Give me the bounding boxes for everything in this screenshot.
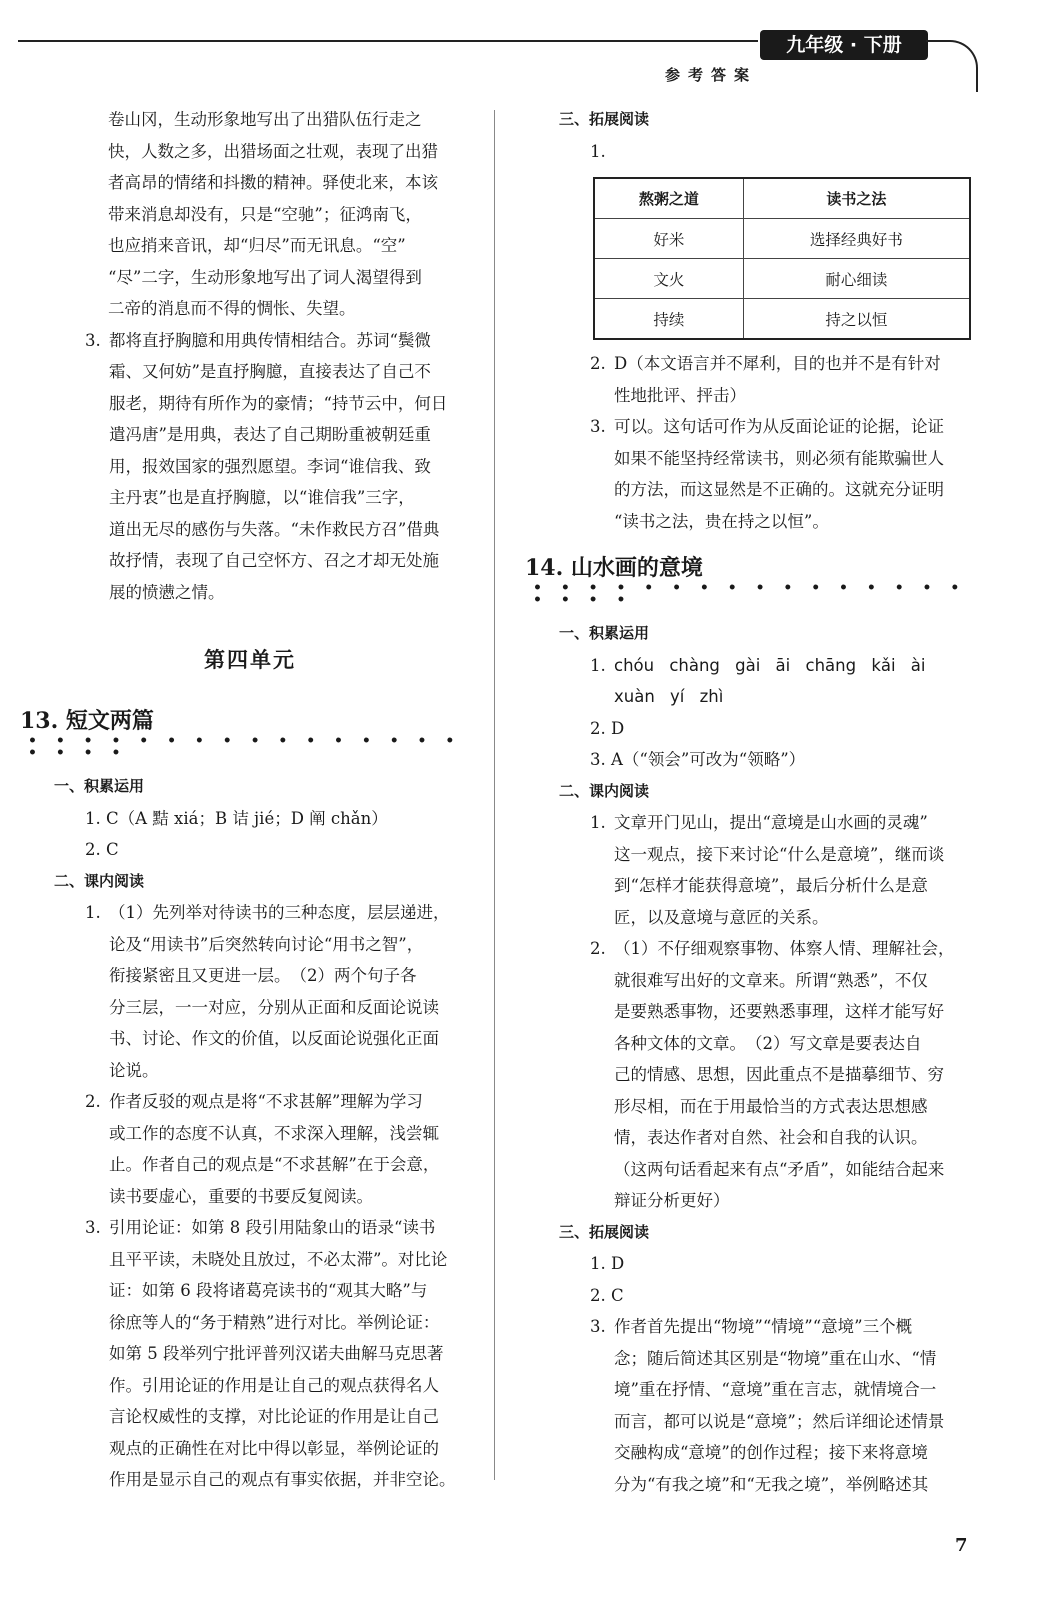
text-line: 遣冯唐”是用典，表达了自己期盼重被朝廷重 — [109, 425, 431, 444]
item-number: 1. — [85, 903, 101, 922]
text-line: 这一观点，接下来讨论“什么是意境”，继而谈 — [614, 844, 945, 864]
answer-line: 3. A（“领会”可改为“领略”） — [590, 750, 806, 769]
text-line: D（本文语言并不犀利，目的也并不是有针对 — [614, 354, 941, 373]
text-line: 读书要虚心，重要的书要反复阅读。 — [109, 1186, 373, 1206]
text-line: 文章开门见山，提出“意境是山水画的灵魂” — [614, 813, 928, 832]
answer-item — [525, 650, 975, 713]
item-number: 3. — [590, 417, 606, 436]
text-line: 言论权威性的支撑，对比论证的作用是让自己 — [109, 1407, 439, 1426]
answer-item — [525, 933, 975, 1217]
item-number: 1. — [590, 655, 606, 675]
text-line: 的方法，而这显然是不正确的。这就充分证明 — [614, 480, 944, 499]
text-line: 辩证分析更好） — [614, 1191, 730, 1210]
answer-item — [20, 1212, 478, 1496]
section-heading: 一、积累运用 — [54, 777, 145, 795]
answer-line: 2. C — [590, 1285, 624, 1305]
pinyin-line: xuàn yí zhì — [614, 687, 724, 706]
dotted-rule: • • • • • • • • • • • • • • • • • • • • — [533, 580, 967, 608]
text-line: 作用是显示自己的观点有事实依据，并非空论。 — [109, 1470, 456, 1489]
text-line: 可以。这句话可作为从反面论证的论据，论证 — [614, 417, 944, 436]
text-line: 情，表达作者对自然、社会和自我的认识。 — [614, 1128, 928, 1147]
text-line: 到“怎样才能获得意境”，最后分析什么是意 — [614, 876, 928, 895]
item-number: 3. — [590, 1317, 606, 1336]
right-column — [525, 104, 975, 1500]
text-line: （这两句话看起来有点“矛盾”，如能结合起来 — [614, 1159, 945, 1179]
answer-item — [525, 1311, 975, 1500]
table-cell: 选择经典好书 — [743, 219, 970, 259]
table-cell: 耐心细读 — [743, 259, 970, 299]
text-line: 服老，期待有所作为的豪情；“持节云中，何日 — [109, 393, 448, 413]
column-divider — [494, 110, 495, 1480]
answer-item — [20, 1086, 478, 1212]
comparison-table — [593, 177, 971, 340]
section-label: 参考答案 — [665, 66, 758, 84]
text-line: 用，报效国家的强烈愿望。李词“谁信我、致 — [109, 456, 431, 476]
text-line: 止。作者自己的观点是“不求甚解”在于会意， — [109, 1155, 440, 1174]
answer-line: 1. C（A 黠 xiá；B 诘 jié；D 阐 chǎn） — [85, 808, 388, 828]
text-line: 是要熟悉事物，还要熟悉事理，这样才能写好 — [614, 1002, 944, 1021]
table-header: 读书之法 — [743, 178, 970, 219]
answer-item — [20, 897, 478, 1086]
text-line: 论说。 — [109, 1060, 159, 1080]
text-line: 就很难写出好的文章来。所谓“熟悉”，不仅 — [614, 970, 928, 990]
header-rule — [18, 40, 758, 42]
text-line: 徐庶等人的“务于精熟”进行对比。举例论证： — [109, 1312, 440, 1332]
text-line: 论及“用读书”后突然转向讨论“用书之智”， — [109, 934, 424, 954]
answer-item — [525, 807, 975, 933]
text-line: 展的愤懑之情。 — [109, 582, 225, 602]
text-line: 性地批评、抨击） — [614, 385, 746, 405]
text-line: 证：如第 6 段将诸葛亮读书的“观其大略”与 — [109, 1281, 428, 1300]
text-line: 如果不能坚持经常读书，则必须有能欺骗世人 — [614, 448, 944, 468]
text-line: 境”重在抒情、“意境”重在言志，就情境合一 — [614, 1380, 937, 1399]
table-cell: 好米 — [594, 219, 743, 259]
text-line: 快，人数之多，出猎场面之壮观，表现了出猎 — [108, 141, 438, 161]
text-line: 作者首先提出“物境”“情境”“意境”三个概 — [614, 1317, 913, 1336]
table-row — [594, 259, 970, 299]
text-line: “读书之法，贵在持之以恒”。 — [614, 511, 829, 531]
table-header: 熬粥之道 — [594, 178, 743, 219]
text-line: 故抒情，表现了自己空怀方、召之才却无处施 — [109, 551, 439, 570]
page-number: 7 — [955, 1535, 968, 1556]
section-heading: 三、拓展阅读 — [559, 110, 650, 128]
text-line: 道出无尽的感伤与失落。“未作救民方召”借典 — [109, 519, 440, 539]
text-line: 者高昂的情绪和抖擞的精神。驿使北来，本该 — [108, 173, 438, 192]
section-heading: 二、课内阅读 — [54, 871, 145, 890]
text-line: 匠，以及意境与意匠的关系。 — [614, 907, 829, 927]
text-line: 各种文体的文章。 （2）写文章是要表达自 — [614, 1033, 922, 1053]
item-number: 2. — [590, 354, 606, 373]
text-line: 如第 5 段举列宁批评普列汉诺夫曲解马克思著 — [109, 1344, 444, 1363]
text-line: 衔接紧密且又更进一层。 （2）两个句子各 — [109, 966, 417, 985]
text-line: 书、讨论、作文的价值，以反面论说强化正面 — [109, 1029, 439, 1048]
item-number: 1. — [590, 813, 606, 832]
text-line: 带来消息却没有，只是“空驰”；征鸿南飞， — [108, 204, 422, 224]
answer-line: 2. C — [85, 840, 119, 859]
text-line: 念；随后简述其区别是“物境”重在山水、“情 — [614, 1348, 937, 1368]
answer-item — [525, 348, 975, 411]
text-line: 二帝的消息而不得的惆怅、失望。 — [108, 299, 356, 318]
answer-item — [525, 411, 975, 537]
unit-title: 第四单元 — [204, 648, 296, 672]
item-number: 3. — [85, 330, 101, 350]
left-column — [20, 104, 478, 1496]
text-line: 观点的正确性在对比中得以彰显，举例论证的 — [109, 1438, 439, 1458]
text-line: 主丹衷”也是直抒胸臆，以“谁信我”三字， — [109, 488, 415, 507]
table-cell: 持续 — [594, 299, 743, 340]
text-line: 都将直抒胸臆和用典传情相结合。苏词“鬓微 — [109, 330, 431, 350]
text-line: 己的情感、思想，因此重点不是描摹细节、穷 — [614, 1065, 944, 1084]
answer-item — [20, 325, 478, 609]
section-heading: 二、课内阅读 — [559, 781, 650, 800]
item-number: 2. — [85, 1092, 101, 1111]
item-number: 3. — [85, 1218, 101, 1237]
text-line: 卷山冈，生动形象地写出了出猎队伍行走之 — [108, 110, 422, 129]
text-line: 而言，都可以说是“意境”；然后详细论述情景 — [614, 1411, 945, 1431]
text-line: 也应捎来音讯，却“归尽”而无讯息。“空” — [108, 236, 406, 255]
table-cell: 持之以恒 — [743, 299, 970, 340]
text-line: 形尽相，而在于用最恰当的方式表达思想感 — [614, 1096, 928, 1116]
text-line: 或工作的态度不认真，不求深入理解，浅尝辄 — [109, 1123, 439, 1143]
item-number: 2. — [590, 939, 606, 958]
table-cell: 文火 — [594, 259, 743, 299]
pinyin-line: chóu chàng gài āi chāng kǎi ài — [614, 655, 926, 675]
text-line: 且平平读，未晓处且放过，不必太滞”。对比论 — [109, 1249, 448, 1269]
text-line: 霜、又何妨”是直抒胸臆，直接表达了自己不 — [109, 362, 431, 381]
text-line: 作者反驳的观点是将“不求甚解”理解为学习 — [109, 1092, 423, 1111]
item-number: 1. — [590, 141, 606, 161]
continued-answer — [20, 104, 478, 325]
text-line: 分三层，一一对应，分别从正面和反面论说读 — [109, 997, 439, 1017]
grade-tab: 九年级 · 下册 — [760, 30, 928, 60]
text-line: 作。引用论证的作用是让自己的观点获得名人 — [109, 1375, 439, 1395]
text-line: 引用论证：如第 8 段引用陆象山的语录“读书 — [109, 1218, 436, 1237]
section-heading: 一、积累运用 — [559, 624, 650, 642]
text-line: “尽”二字，生动形象地写出了词人渴望得到 — [108, 267, 422, 287]
table-row — [594, 219, 970, 259]
text-line: （1）不仔细观察事物、体察人情、理解社会， — [614, 939, 955, 958]
lesson-title: 14. 山水画的意境 — [525, 555, 703, 581]
lesson-title: 13. 短文两篇 — [20, 708, 154, 734]
text-line: 分为“有我之境”和“无我之境”，举例略述其 — [614, 1474, 929, 1494]
answer-line: 1. D — [590, 1254, 625, 1273]
dotted-rule: • • • • • • • • • • • • • • • • • • • • — [28, 733, 462, 761]
header-corner-decoration — [926, 40, 978, 92]
text-line: （1）先列举对待读书的三种态度，层层递进， — [109, 903, 450, 922]
answer-line: 2. D — [590, 718, 625, 738]
text-line: 交融构成“意境”的创作过程；接下来将意境 — [614, 1443, 928, 1462]
section-heading: 三、拓展阅读 — [559, 1222, 650, 1241]
table-row — [594, 299, 970, 340]
